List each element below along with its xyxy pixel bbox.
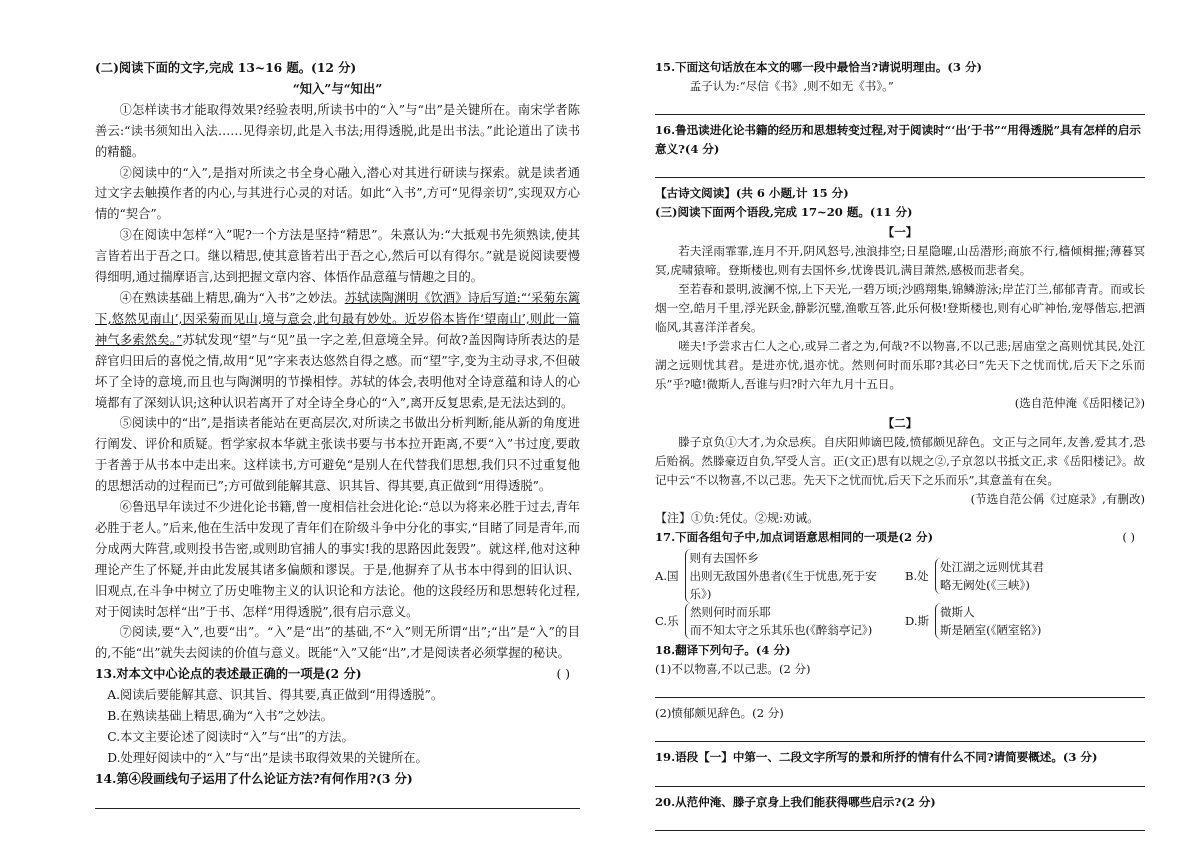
question-13	[95, 664, 580, 685]
q17-option-d[interactable]	[905, 603, 1145, 639]
part-1-paragraph-2: 至若春和景明,波澜不惊,上下天光,一碧万顷;沙鸥翔集,锦鳞游泳;岸芷汀兰,郁郁青青。而或长烟一空,皓月千里,浮光跃金,静影沉璧,渔歌互答,此乐何极!登斯楼也,则有心旷神怡,宠辱偕忘,把酒临风,其喜洋洋者矣。	[655, 281, 1145, 335]
question-15-quote: 孟子认为:“尽信《书》,则不如无《书》。”	[689, 79, 894, 94]
option-line-2: 略无阙处(《三峡》)	[940, 578, 1030, 593]
annotation-note: 【注】①负:凭仗。②规:劝诫。	[655, 510, 820, 525]
answer-paren-13[interactable]: ( )	[556, 667, 570, 682]
paragraph-7: ⑦阅读,要“入”,也要“出”。“入”是“出”的基础,不“入”则无所谓“出”;“出”是“入”的目的,不能“出”就失去阅读的价值与意义。既能“入”又能“出”,才是阅读者必须掌握的秘诀。	[95, 625, 580, 661]
question-20: 20.从范仲淹、滕子京身上我们能获得哪些启示?(2 分)	[655, 794, 936, 809]
answer-line-18-1[interactable]	[655, 681, 1145, 698]
option-line-1: 处江湖之远则忧其君	[940, 560, 1044, 575]
q13-option-c[interactable]: C.本文主要论述了阅读时“入”与“出”的方法。	[107, 730, 354, 744]
answer-line-14[interactable]	[95, 792, 580, 809]
q17-option-b[interactable]	[905, 549, 1145, 603]
question-15: 15.下面这句话放在本文的哪一段中最恰当?请说明理由。(3 分)	[655, 60, 982, 74]
section-3-header: (三)阅读下面两个语段,完成 17~20 题。(11 分)	[655, 205, 913, 220]
paragraph-4-rest: 苏轼发现“望”与“见”虽一字之差,但意境全异。何故?盖因陶诗所表达的是辞官归田后的喜悦之情,故用“见”字来表达悠然自得之感。而“望”字,变为主动寻求,不但破坏了全诗的意境,而且也与陶渊明的节操相悖。苏轼的体会,表明他对全诗意蕴和诗人的心境都有了深刻认识;这种认识若离开了对全诗全身心的“入”,离开反复思索,是无法达到的。	[95, 332, 580, 410]
question-16: 16.鲁迅读进化论书籍的经历和思想转变过程,对于阅读时“‘出’于书”“用得透脱”具有怎样的启示意义?(4 分)	[655, 123, 1141, 157]
question-13-text: 13.对本文中心论点的表述最正确的一项是(2 分)	[95, 666, 362, 682]
option-label: D.斯	[905, 613, 930, 628]
answer-line-15[interactable]	[655, 98, 1145, 115]
option-line-2: 斯是陋室(《陋室铭》)	[940, 623, 1042, 638]
question-19: 19.语段【一】中第一、二段文字所写的景和所抒的情有什么不同?请简要概述。(3 分)	[655, 750, 1098, 765]
option-pair	[935, 558, 1044, 594]
part-1-source: (选自范仲淹《岳阳楼记》)	[1014, 396, 1145, 411]
paragraph-4-lead: ④在熟读基础上精思,确为“入书”之妙法。	[119, 290, 345, 305]
option-label: A.国	[655, 568, 679, 583]
option-pair	[935, 603, 1041, 639]
option-pair	[685, 549, 896, 603]
q17-option-a[interactable]	[655, 549, 895, 603]
passage-title: “知入”与“知出”	[292, 80, 383, 96]
question-18: 18.翻译下列句子。(4 分)	[655, 643, 791, 658]
q17-option-c[interactable]	[655, 603, 895, 639]
paragraph-6: ⑥鲁迅早年读过不少进化论书籍,曾一度相信社会进化论:“总以为将来必胜于过去,青年必胜于老人。”后来,他在生活中发现了青年们在阶级斗争中分化的事实,“目睹了同是青年,而分成两大阵营,或则投书告密,或则助官捕人的事实!我的思路因此轰毁”。就这样,他对这种理论产生了怀疑,并由此发展其诸多偏颇和谬误。于是,他摒弃了从书本中得到的旧认识、旧观点,在斗争中树立了历史唯物主义的认识论和方法论。他的这段经历和思想转化过程,对于阅读时怎样“出”于书、怎样“用得透脱”,很有启示意义。	[95, 500, 580, 619]
answer-line-19[interactable]	[655, 770, 1145, 787]
option-label: B.处	[905, 568, 929, 583]
option-line-1: 然则何时而乐耶	[690, 605, 771, 620]
question-14: 14.第④段画线句子运用了什么论证方法?有何作用?(3 分)	[95, 770, 413, 786]
option-label: C.乐	[655, 613, 679, 628]
paragraph-5: ⑤阅读中的“出”,是指读者能站在更高层次,对所读之书做出分析判断,能从新的角度进行阐发、评价和质疑。哲学家叔本华就主张读书要与书本拉开距离,不要“入”书过度,要敢于者善于从书本中走出来。这样读书,方可避免“是别人在代替我们思想,我们只不过重复他的思想活动的过程而已”;方可做到能解其意、识其旨、得其要,真正做到“用得透脱”。	[95, 416, 580, 494]
answer-line-18-2[interactable]	[655, 725, 1145, 742]
underlined-sentence: 苏轼读陶渊明《饮酒》诗后写道:“‘采菊东篱下,悠然见南山’,因采菊而见山,境与意会,此句最有妙处。近岁俗本皆作‘望南山’,则此一篇神气多索然矣。”	[95, 290, 580, 347]
option-line-2: 而不知太守之乐其乐也(《醉翁亭记》)	[690, 623, 873, 638]
q13-option-d[interactable]: D.处理好阅读中的“入”与“出”是读书取得效果的关键所在。	[107, 750, 428, 765]
option-pair	[685, 603, 872, 639]
question-17-text: 17.下面各组句子中,加点词语意思相同的一项是(2 分)	[655, 530, 934, 545]
question-18-2: (2)愤郁颇见辞色。(2 分)	[655, 706, 784, 721]
right-column	[655, 58, 1145, 837]
answer-line-20[interactable]	[655, 814, 1145, 831]
part-1-label: 【一】	[882, 224, 918, 239]
q17-options	[655, 549, 1145, 639]
left-column	[95, 58, 580, 815]
q13-option-a[interactable]: A.阅读后要能解其意、识其旨、得其要,真正做到“用得透脱”。	[107, 688, 444, 703]
paragraph-3: ③在阅读中怎样“入”呢?一个方法是坚持“精思”。朱熹认为:“大抵观书先须熟读,使其言皆若出于吾之口。继以精思,使其意皆若出于吾之心,然后可以有得尔。”就是说阅读要慢得细明,通过揣摩语言,达到把握文章内容、体悟作品意蕴与情趣之目的。	[95, 228, 580, 285]
part-2-source: (节选自范公偁《过庭录》,有删改)	[970, 491, 1145, 506]
question-18-1: (1)不以物喜,不以己悲。(2 分)	[655, 662, 811, 677]
option-line-1: 则有去国怀乡	[689, 551, 759, 566]
part-2-paragraph: 滕子京负①大才,为众忌疾。自庆阳帅谪巴陵,愤郁颇见辞色。文正与之同年,友善,爱其才,恐后贻祸。然滕豪迈自负,罕受人言。正(文正)思有以规之②,子京忽以书抵文正,求《岳阳楼记》。故记中云“不以物喜,不以己悲。先天下之忧而忧,后天下之乐而乐”,其意盖有在矣。	[655, 434, 1145, 487]
section-header: (二)阅读下面的文字,完成 13~16 题。(12 分)	[95, 60, 357, 75]
paragraph-4	[95, 288, 580, 413]
paragraph-2: ②阅读中的“入”,是指对所读之书全身心融入,潜心对其进行研读与探索。就是读者通过文字去触摸作者的内心,与其进行心灵的对话。如此“入书”,方可“见得亲切”,实现双方心情的“契合”。	[95, 165, 580, 222]
poem-section-header: 【古诗文阅读】(共 6 小题,计 15 分)	[655, 186, 849, 201]
part-1-paragraph-1: 若夫淫雨霏霏,连月不开,阴风怒号,浊浪排空;日星隐曜,山岳潜形;商旅不行,樯倾楫摧;薄暮冥冥,虎啸猿啼。登斯楼也,则有去国怀乡,忧谗畏讥,满目萧然,感极而悲者矣。	[655, 243, 1145, 277]
answer-line-16[interactable]	[655, 161, 1145, 178]
option-line-2: 出则无敌国外患者(《生于忧患,死于安乐》)	[689, 569, 877, 602]
q13-option-b[interactable]: B.在熟读基础上精思,确为“入书”之妙法。	[107, 709, 333, 724]
part-2-label: 【二】	[882, 415, 918, 430]
paragraph-1: ①怎样读书才能取得效果?经验表明,所读书中的“入”与“出”是关键所在。南宋学者陈善云:“读书须知出入法……见得亲切,此是入书法;用得透脱,此是出书法。”此论道出了读书的精髓。	[95, 102, 580, 159]
answer-paren-17[interactable]: ( )	[1122, 530, 1135, 545]
option-line-1: 微斯人	[940, 605, 975, 620]
part-1-paragraph-3: 嗟夫!予尝求古仁人之心,或异二者之为,何哉?不以物喜,不以己悲;居庙堂之高则忧其民,处江湖之远则忧其君。是进亦忧,退亦忧。然则何时而乐耶?其必曰“先天下之忧而忧,后天下之乐而乐”乎?噫!微斯人,吾谁与归?时六年九月十五日。	[655, 339, 1145, 392]
question-17	[655, 528, 1145, 547]
